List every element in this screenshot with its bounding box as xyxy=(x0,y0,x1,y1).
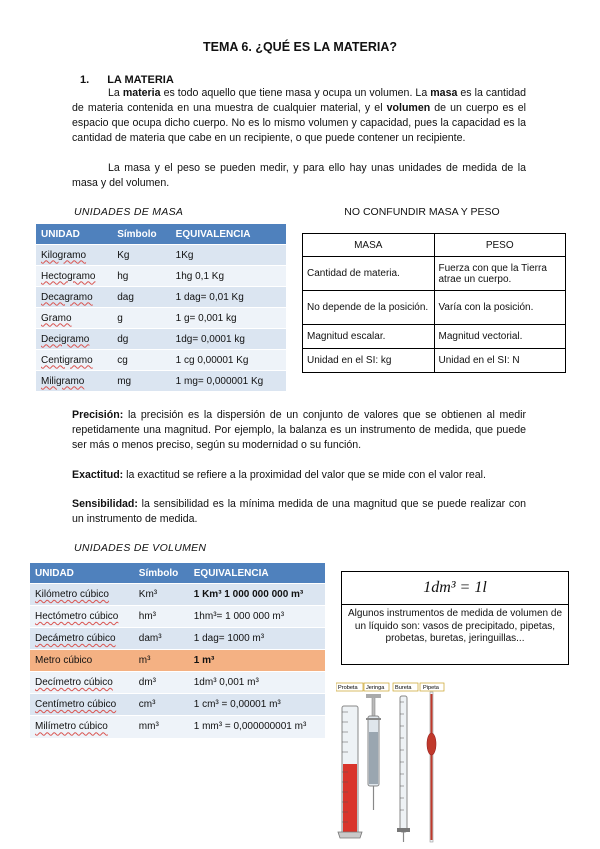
table-row: Cantidad de materia. Fuerza con que la Tierra atrae un cuerpo. xyxy=(303,257,566,291)
table-row: Decagramo dag 1 dag= 0,01 Kg xyxy=(36,287,286,308)
section-number: 1. xyxy=(80,74,90,86)
mass-vs-weight-caption: NO CONFUNDIR MASA Y PESO xyxy=(344,206,500,218)
col-unidad: UNIDAD xyxy=(36,224,112,245)
label-probeta: Probeta xyxy=(338,685,358,692)
table-row: Kilómetro cúbico Km³ 1 Km³ 1 000 000 000 m³ xyxy=(30,584,325,606)
volume-units-caption: UNIDADES DE VOLUMEN xyxy=(74,542,207,554)
table-row: Milímetro cúbico mm³ 1 mm³ = 0,000000001 m³ xyxy=(30,716,325,738)
term-materia: materia xyxy=(122,87,161,99)
jeringa-icon xyxy=(366,694,381,810)
col-equivalencia: EQUIVALENCIA xyxy=(189,563,325,584)
label-bureta: Bureta xyxy=(395,685,412,692)
bureta-icon xyxy=(397,696,410,842)
col-unidad: UNIDAD xyxy=(30,563,134,584)
intro-paragraph-2: La masa y el peso se pueden medir, y para ello hay unas unidades de medida de la masa y del volumen. xyxy=(72,162,526,189)
table-row: Miligramo mg 1 mg= 0,000001 Kg xyxy=(36,371,286,392)
table-row: Hectómetro cúbico hm³ 1hm³= 1 000 000 m³ xyxy=(30,606,325,628)
intro-paragraph-1: La materia es todo aquello que tiene masa y ocupa un volumen. La masa es la cantidad de materia contenida en una muestra de cualquier material, y el volumen de un cuerpo es el espacio que ocupa dicho cuerpo. No es lo mismo volumen y capacidad, pues la capacidad es la cantidad de materia que cabe en un recipiente, o que puede contener un recipiente. xyxy=(72,87,527,144)
col-equivalencia: EQUIVALENCIA xyxy=(171,224,286,245)
table-row: No depende de la posición. Varía con la posición. xyxy=(303,291,566,325)
table-row: Centigramo cg 1 cg 0,00001 Kg xyxy=(36,350,286,371)
table-row: Gramo g 1 g= 0,001 kg xyxy=(36,308,286,329)
exactitud-paragraph: Exactitud: la exactitud se refiere a la proximidad del valor que se mide con el valor real. xyxy=(72,469,486,481)
term-masa: masa xyxy=(430,87,458,99)
table-row-highlight: Metro cúbico m³ 1 m³ xyxy=(30,650,325,672)
section-heading xyxy=(80,74,174,86)
col-simbolo: Símbolo xyxy=(112,224,170,245)
mass-units-caption: UNIDADES DE MASA xyxy=(74,206,184,218)
table-row: Decámetro cúbico dam³ 1 dag= 1000 m³ xyxy=(30,628,325,650)
formula-box: 1dm³ = 1l xyxy=(341,571,569,605)
lab-instruments-image xyxy=(336,682,446,844)
precision-paragraph: Precisión: la precisión es la dispersión de un conjunto de valores que se obtienen al medir repetidamente una magnitud. Por ejemplo, la balanza es un instrumento de medida, que puede ser más o menos preciso, según su modernidad o su función. xyxy=(72,409,526,451)
col-peso: PESO xyxy=(434,234,566,257)
mass-units-table xyxy=(36,224,286,391)
pipeta-icon xyxy=(427,692,436,842)
label-pipeta: Pipeta xyxy=(423,685,439,692)
col-simbolo: Símbolo xyxy=(134,563,189,584)
sensibilidad-paragraph: Sensibilidad: la sensibilidad es la mínima medida de una magnitud que se puede realizar con un instrumento de medida. xyxy=(72,498,526,525)
page-title: TEMA 6. ¿QUÉ ES LA MATERIA? xyxy=(203,40,397,54)
section-title: LA MATERIA xyxy=(107,74,174,86)
table-row: Centímetro cúbico cm³ 1 cm³ = 0,00001 m³ xyxy=(30,694,325,716)
term-volumen: volumen xyxy=(386,102,431,114)
instruments-note: Algunos instrumentos de medida de volumen de un líquido son: vasos de precipitado, pipetas, probetas, buretas, jeringuillas... xyxy=(341,604,569,665)
volume-units-table xyxy=(30,563,325,738)
table-row: Hectogramo hg 1hg 0,1 Kg xyxy=(36,266,286,287)
lab-instruments-illustration xyxy=(336,682,446,844)
mass-vs-weight-table xyxy=(302,233,566,373)
col-masa: MASA xyxy=(303,234,435,257)
table-row: Magnitud escalar. Magnitud vectorial. xyxy=(303,325,566,349)
table-row: Decigramo dg 1dg= 0,0001 kg xyxy=(36,329,286,350)
label-jeringa: Jeringa xyxy=(366,685,385,692)
table-row: Unidad en el SI: kg Unidad en el SI: N xyxy=(303,349,566,373)
probeta-icon xyxy=(338,706,362,838)
table-row: Kilogramo Kg 1Kg xyxy=(36,245,286,266)
table-row: Decímetro cúbico dm³ 1dm³ 0,001 m³ xyxy=(30,672,325,694)
